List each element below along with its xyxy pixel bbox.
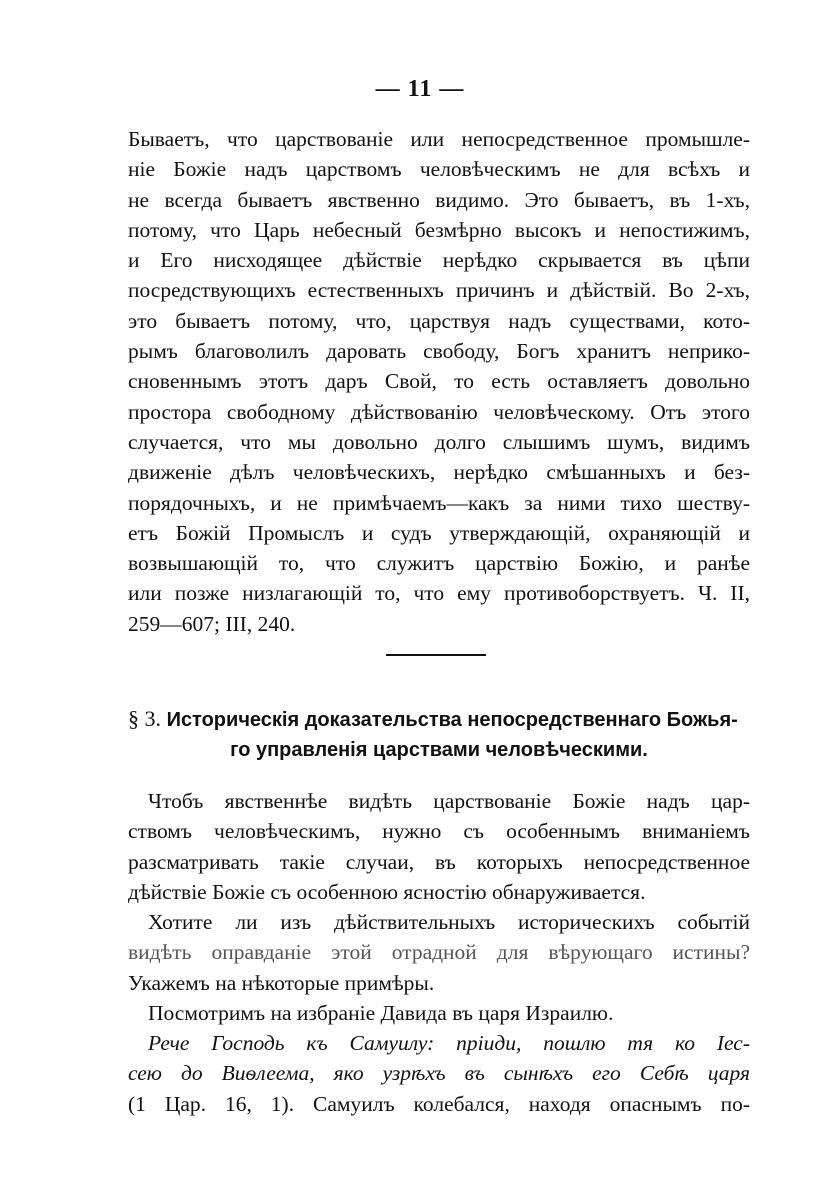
section-title-line-2: го управленія царствами человѣческими. — [230, 739, 648, 761]
section-number: § 3. — [128, 706, 161, 731]
paragraph-intro — [128, 786, 750, 907]
text-line: етъ Божій Промыслъ и судъ утверждающій, охраняющій и — [128, 520, 750, 545]
text-line: ніе Божіе надъ царствомъ человѣческимъ не для всѣхъ и — [128, 157, 750, 182]
section-divider — [386, 654, 486, 656]
text-line: посредствующихъ естественныхъ причинъ и дѣйствій. Во 2-хъ, — [128, 278, 750, 303]
paragraph-samuel — [128, 1089, 750, 1119]
text-line: Посмотримъ на избраніе Давида въ царя Израилю. — [148, 1001, 614, 1025]
text-line: простора свободному дѣйствованію человѣческому. Отъ этого — [128, 399, 750, 424]
text-line: сновеннымъ этотъ даръ Свой, то есть оставляетъ довольно — [128, 369, 750, 394]
text-line: движеніе дѣлъ человѣческихъ, нерѣдко смѣшанныхъ и без- — [128, 460, 750, 485]
text-line: возвышающій то, что служитъ царствію Божію, и ранѣе — [128, 551, 750, 576]
text-line: Бываетъ, что царствованіе или непосредственное промышле- — [128, 127, 750, 151]
section-heading — [128, 704, 750, 765]
text-line: видѣть оправданіе этой отрадной для вѣрующаго истины? — [128, 940, 750, 965]
text-line: порядочныхъ, и не примѣчаемъ—какъ за ними тихо шеству- — [128, 490, 750, 515]
text-line: ствомъ человѣческимъ, нужно съ особеннымъ вниманіемъ — [128, 819, 750, 844]
text-line: и Его нисходящее дѣйствіе нерѣдко скрывается въ цѣпи — [128, 248, 750, 273]
paragraph-question — [128, 907, 750, 998]
section-title-line-1: Историческія доказательства непосредственнаго Божья- — [166, 709, 738, 731]
text-line: это бываетъ потому, что, царствуя надъ существами, кото- — [128, 308, 750, 333]
text-line: случается, что мы довольно долго слышимъ шумъ, видимъ — [128, 429, 750, 454]
text-line: Хотите ли изъ дѣйствительныхъ историческихъ событій — [148, 910, 750, 934]
quote-line: сею до Виѳлеема, яко узрѣхъ въ сынѣхъ его Себѣ царя — [128, 1061, 750, 1086]
text-line: Чтобъ явственнѣе видѣть царствованіе Божіе надъ цар- — [148, 789, 750, 813]
text-line: дѣйствіе Божіе съ особенною ясностію обнаруживается. — [128, 879, 646, 904]
text-line: разсматривать такіе случаи, въ которыхъ непосредственное — [128, 849, 750, 874]
text-line: Укажемъ на нѣкоторые примѣры. — [128, 970, 435, 995]
text-line: рымъ благоволилъ даровать свободу, Богъ хранитъ неприко- — [128, 339, 750, 364]
quote-line: Рече Господь къ Самуилу: пріиди, пошлю тя ко Іес- — [148, 1031, 750, 1055]
paragraph-david — [128, 998, 750, 1028]
text-line: (1 Цар. 16, 1). Самуилъ колебался, находя опаснымъ по- — [128, 1092, 750, 1116]
text-line: 259—607; III, 240. — [128, 611, 296, 636]
scripture-quote — [128, 1028, 750, 1089]
text-line: не всегда бываетъ явственно видимо. Это бываетъ, въ 1-хъ, — [128, 187, 750, 212]
page-number: — 11 — — [375, 76, 465, 102]
paragraph-providence — [128, 124, 750, 639]
text-line: или позже низлагающій то, что ему противоборствуетъ. Ч. II, — [128, 581, 750, 606]
text-line: потому, что Царь небесный безмѣрно высокъ и непостижимъ, — [128, 217, 750, 242]
